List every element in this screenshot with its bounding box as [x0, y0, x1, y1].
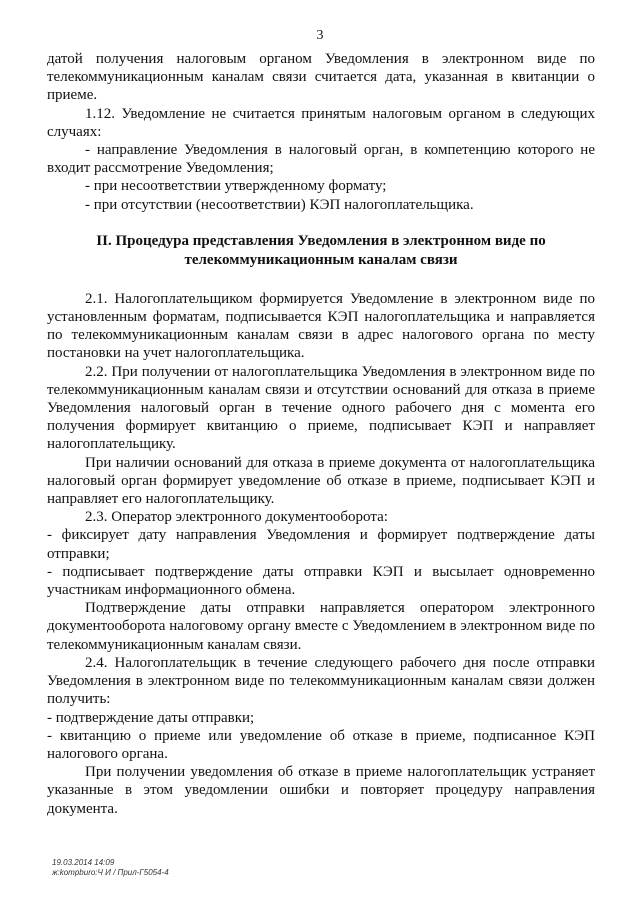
paragraph: 2.1. Налогоплательщиком формируется Уведомление в электронном виде по установленным форматам, подписывается КЭП налогоплательщика и направляется по телекоммуникационным каналам связи в адрес налогового органа по месту постановки на учет налогоплательщика.	[47, 290, 595, 362]
paragraph: 2.4. Налогоплательщик в течение следующего рабочего дня после отправки Уведомления в электронном виде по телекоммуникационным каналам связи должен получить:	[47, 654, 595, 708]
document-body	[47, 50, 595, 818]
list-item: - фиксирует дату направления Уведомления и формирует подтверждение даты отправки;	[47, 527, 595, 562]
document-footer	[52, 858, 169, 878]
footer-file-path: ж:kompburo:Ч И / Прил-Г5054-4	[52, 868, 169, 877]
list-item: - квитанцию о приеме или уведомление об отказе в приеме, подписанное КЭП налогового органа.	[47, 727, 595, 762]
list-item: - при несоответствии утвержденному формату;	[85, 178, 387, 195]
paragraph: При наличии оснований для отказа в приеме документа от налогоплательщика налоговый орган формирует уведомление об отказе в приеме, подписывает КЭП и направляет его налогоплательщику.	[47, 454, 595, 508]
list-item: - подтверждение даты отправки;	[47, 709, 255, 726]
list-item: - направление Уведомления в налоговый орган, в компетенцию которого не входит рассмотрение Уведомления;	[47, 142, 595, 177]
paragraph: При получении уведомления об отказе в приеме налогоплательщик устраняет указанные в этом уведомлении ошибки и повторяет процедуру направления документа.	[47, 764, 595, 817]
section-heading-line: II. Процедура представления Уведомления в электронном виде по	[96, 232, 546, 249]
list-item: - подписывает подтверждение даты отправки КЭП и высылает одновременно участникам информационного обмена.	[47, 563, 595, 599]
list-item: - при отсутствии (несоответствии) КЭП налогоплательщика.	[85, 196, 474, 213]
paragraph: 1.12. Уведомление не считается принятым налоговым органом в следующих случаях:	[47, 105, 595, 140]
paragraph: Подтверждение даты отправки направляется оператором электронного документооборота налоговому органу вместе с Уведомлением в электронном виде по телекоммуникационным каналам связи.	[47, 600, 595, 653]
section-heading	[47, 232, 595, 270]
footer-timestamp: 19.03.2014 14:09	[52, 858, 115, 867]
paragraph: 2.2. При получении от налогоплательщика Уведомления в электронном виде по телекоммуникационным каналам связи и отсутствии оснований для отказа в приеме Уведомления налоговый орган в течение одного рабочего дня с момента его получения формирует квитанцию о приеме, подписывает КЭП и направляет налогоплательщику.	[47, 363, 595, 453]
section-heading-line: телекоммуникационным каналам связи	[184, 251, 458, 268]
page-number: 3	[316, 28, 324, 43]
paragraph: датой получения налоговым органом Уведомления в электронном виде по телекоммуникационным каналам связи считается дата, указанная в квитанции о приеме.	[47, 51, 595, 104]
paragraph: 2.3. Оператор электронного документооборота:	[85, 509, 388, 526]
